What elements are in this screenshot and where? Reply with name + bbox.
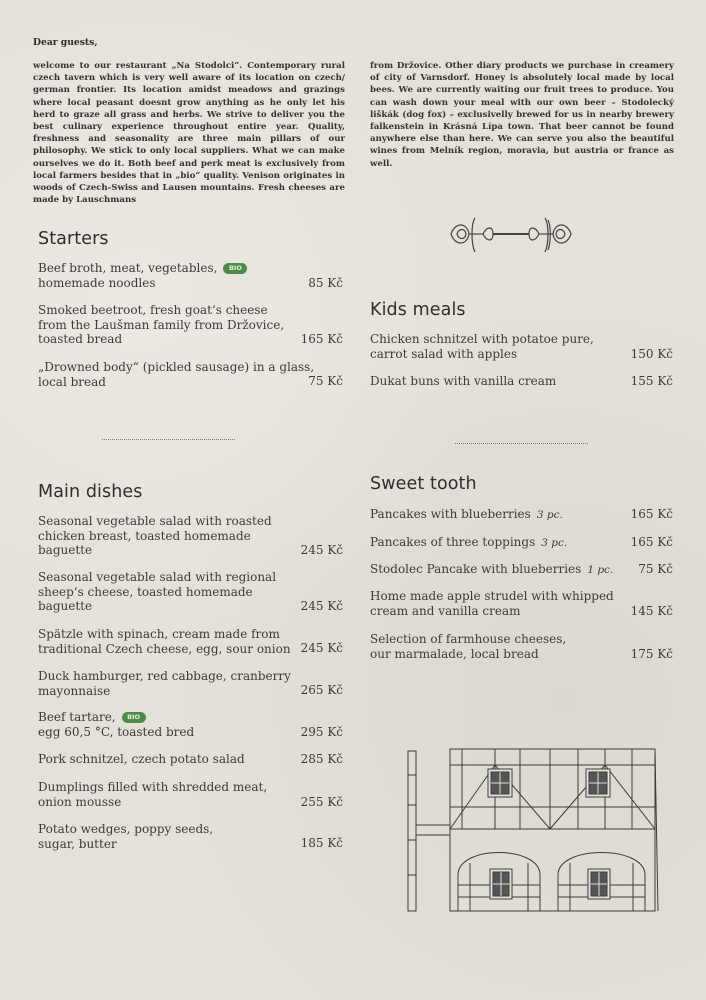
menu-item: Pancakes of three toppings 3 pc. [370, 535, 568, 549]
menu-item: Spätzle with spinach, cream made from traditional Czech cheese, egg, sour onion [38, 627, 291, 656]
bio-badge-icon: BIO [122, 712, 146, 723]
greeting: Dear guests, [33, 37, 98, 48]
dotted-separator [455, 443, 588, 444]
item-price: 150 Kč [630, 347, 673, 361]
main-dishes-title: Main dishes [38, 482, 143, 502]
bio-badge-icon: BIO [223, 263, 247, 274]
farmhouse-sketch-icon [400, 745, 662, 913]
dotted-separator [102, 439, 235, 440]
starters-title: Starters [38, 229, 109, 249]
item-price: 165 Kč [300, 332, 343, 346]
menu-item: Seasonal vegetable salad with regional sheep‘s cheese, toasted homemade baguette [38, 570, 277, 613]
item-price: 165 Kč [630, 507, 673, 521]
menu-item: Dukat buns with vanilla cream [370, 374, 557, 388]
item-price: 85 Kč [308, 276, 343, 290]
item-price: 75 Kč [638, 562, 673, 576]
sweet-tooth-title: Sweet tooth [370, 474, 477, 494]
item-price: 185 Kč [300, 836, 343, 850]
item-price: 245 Kč [300, 543, 343, 557]
menu-item: Seasonal vegetable salad with roasted chicken breast, toasted homemade baguette [38, 514, 272, 557]
item-price: 175 Kč [630, 647, 673, 661]
menu-item: Selection of farmhouse cheeses, our marmalade, local bread [370, 632, 567, 661]
item-price: 75 Kč [308, 374, 343, 388]
menu-item: „Drowned body“ (pickled sausage) in a glass, local bread [38, 360, 315, 389]
menu-item: Pork schnitzel, czech potato salad [38, 752, 245, 766]
item-price: 255 Kč [300, 795, 343, 809]
menu-item: Chicken schnitzel with potatoe pure, carrot salad with apples [370, 332, 594, 361]
kids-meals-title: Kids meals [370, 300, 466, 320]
item-price: 245 Kč [300, 599, 343, 613]
ornament-divider-icon [445, 212, 577, 258]
item-price: 245 Kč [300, 641, 343, 655]
menu-item: Dumplings filled with shredded meat, onion mousse [38, 780, 268, 809]
item-price: 165 Kč [630, 535, 673, 549]
item-price: 155 Kč [630, 374, 673, 388]
item-price: 265 Kč [300, 683, 343, 697]
menu-item: Potato wedges, poppy seeds, sugar, butter [38, 822, 214, 851]
item-price: 285 Kč [300, 752, 343, 766]
intro-text-left: welcome to our restaurant „Na Stodolci“. Contemporary rural czech tavern which is very well aware of its location on czech/ german frontier. Its location amidst meadows and grazings where local peasant doesnt grow anything as he only let his herd to graze all grass and herbs. We strive to deliver you the best culinary experience throughout entire year. Quality, freshness and seasonality are three main pillars of our philosophy. We stick to only local suppliers. What we can make ourselves we do it. Both beef and perk meat is exclusively from local farmers besides that in „bio“ quality. Venison originates in woods of Czech-Swiss and Lausen mountains. Fresh cheeses are made by Lauschmans [33, 61, 345, 206]
menu-item: Beef broth, meat, vegetables, BIO homemade noodles [38, 261, 247, 290]
menu-item: Stodolec Pancake with blueberries 1 pc. [370, 562, 614, 576]
menu-item: Duck hamburger, red cabbage, cranberry mayonnaise [38, 669, 291, 698]
menu-item: Pancakes with blueberries 3 pc. [370, 507, 563, 521]
item-price: 145 Kč [630, 604, 673, 618]
item-price: 295 Kč [300, 725, 343, 739]
intro-text-right: from Držovice. Other diary products we purchase in creamery of city of Varnsdorf. Honey is absolutely local made by local bees. We are currently waiting our fruit trees to produce. You can wash down your meal with our own beer – Stodolecký liškák (dog fox) – exclusivelly brewed for us in nearby brewery falkenstein in Krásná Lípa town. That beer cannot be found anywhere else than here. We can serve you also the beautiful wines from Melník region, moravia, but austria or france as well. [370, 61, 674, 169]
menu-item: Beef tartare, BIO egg 60,5 °C, toasted bred [38, 710, 195, 739]
menu-item: Home made apple strudel with whipped cream and vanilla cream [370, 589, 614, 618]
menu-item: Smoked beetroot, fresh goat‘s cheese from the Laušman family from Držovice, toasted bread [38, 303, 285, 346]
